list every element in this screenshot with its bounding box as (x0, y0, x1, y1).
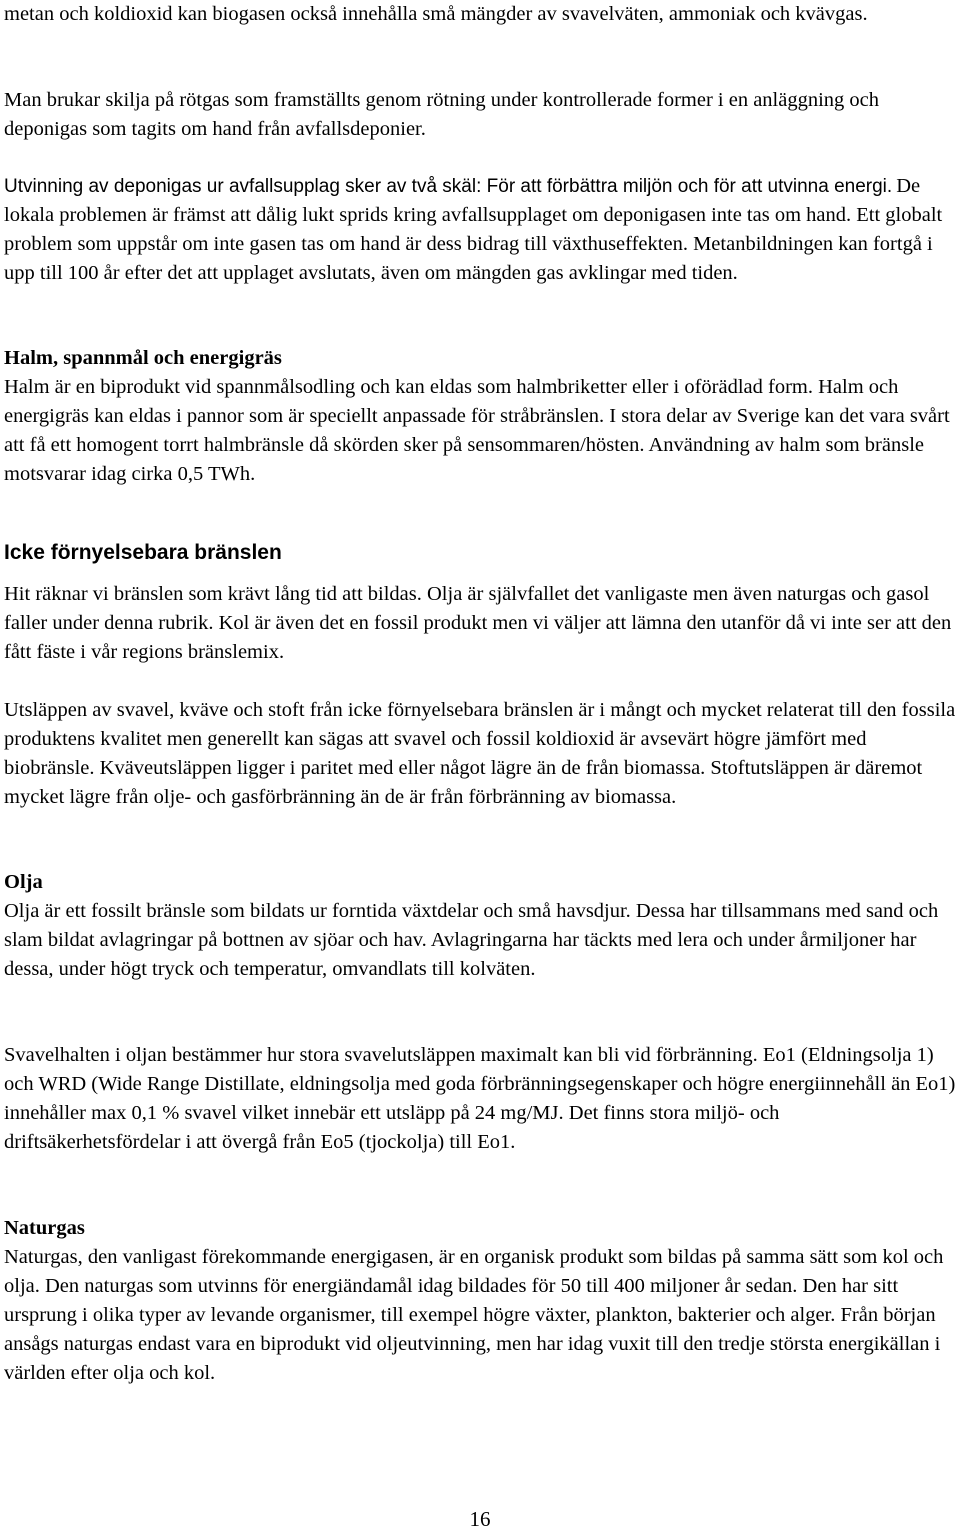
heading-halm: Halm, spannmål och energigräs (4, 347, 282, 369)
paragraph-halm: Halm är en biprodukt vid spannmålsodling och kan eldas som halmbriketter eller i oförädlad form. Halm och energigräs kan eldas i pannor som är speciellt anpassade för stråbränslen. I stora delar av Sverige kan det vara svårt att få ett homogent torrt halmbränsle då skörden sker på sensommaren/hösten. Användning av halm som bränsle motsvarar idag cirka 0,5 TWh. (4, 376, 950, 485)
paragraph-olja-bildning: Olja är ett fossilt bränsle som bildats ur forntida växtdelar och små havsdjur. Dessa har tillsammans med sand och slam bildat avlagringar på bottnen av sjöar och hav. Avlagringarna har täckts med lera och under årmiljoner har dessa, under högt tryck och temperatur, omvandlats till kolväten. (4, 900, 939, 980)
heading-icke-fornyelsebara: Icke förnyelsebara bränslen (4, 541, 282, 564)
paragraph-icke-utslapp: Utsläppen av svavel, kväve och stoft från icke förnyelsebara bränslen är i mångt och mycket relaterat till den fossila produktens kvalitet men generellt kan sägas att svavel och fossil koldioxid är avsevärt högre jämfört med biobränsle. Kväveutsläppen ligger i paritet med eller något lägre än de från biomassa. Stoftutsläppen är däremot mycket lägre från olje- och gasförbränning än de är från förbränning av biomassa. (4, 699, 956, 808)
heading-naturgas: Naturgas (4, 1217, 85, 1239)
paragraph-naturgas: Naturgas, den vanligast förekommande energigasen, är en organisk produkt som bildas på samma sätt som kol och olja. Den naturgas som utvinns för energiändamål idag bildades för 50 till 400 miljoner år sedan. Den har sitt ursprung i olika typer av levande organismer, till exempel högre växter, plankton, bakterier och alger. Från början ansågs naturgas endast vara en biprodukt vid oljeutvinning, men har idag vuxit till den tredje största energikällan i världen efter olja och kol. (4, 1246, 944, 1384)
paragraph-deponigas-utvinning (4, 172, 960, 288)
paragraph-rotgas-deponigas: Man brukar skilja på rötgas som framställts genom rötning under kontrollerade former i en anläggning och deponigas som tagits om hand från avfallsdeponier. (4, 89, 880, 140)
paragraph-olja-svavel: Svavelhalten i oljan bestämmer hur stora svavelutsläppen maximalt kan bli vid förbränning. Eo1 (Eldningsolja 1) och WRD (Wide Range Distillate, eldningsolja med goda förbränningsegenskaper och högre energiinnehåll än Eo1) innehåller max 0,1 % svavel vilket innebär ett utsläpp på 24 mg/MJ. Det finns stora miljö- och driftsäkerhetsfördelar i att övergå från Eo5 (tjockolja) till Eo1. (4, 1044, 956, 1153)
heading-olja: Olja (4, 871, 43, 893)
page-number: 16 (469, 1507, 491, 1531)
paragraph-deponigas-reasons: Utvinning av deponigas ur avfallsupplag sker av två skäl: För att förbättra miljön och för att utvinna energi. (4, 176, 893, 197)
paragraph-icke-intro: Hit räknar vi bränslen som krävt lång tid att bildas. Olja är självfallet det vanligaste men även naturgas och gasol faller under denna rubrik. Kol är även det en fossil produkt men vi väljer att lämna den utanför då vi inte ser att den fått fäste i vår regions bränslemix. (4, 583, 952, 663)
paragraph-deponigas-problems: De lokala problemen är främst att dålig lukt sprids kring avfallsupplaget om deponigasen inte tas om hand. Ett globalt problem som uppstår om inte gasen tas om hand är dess bidrag till växthuseffekten. Metanbildningen kan fortgå i upp till 100 år efter det att upplaget avslutats, även om mängden gas avklingar med tiden. (4, 175, 943, 284)
paragraph-biogas-composition: metan och koldioxid kan biogasen också innehålla små mängder av svavelväten, ammoniak och kvävgas. (4, 3, 868, 25)
